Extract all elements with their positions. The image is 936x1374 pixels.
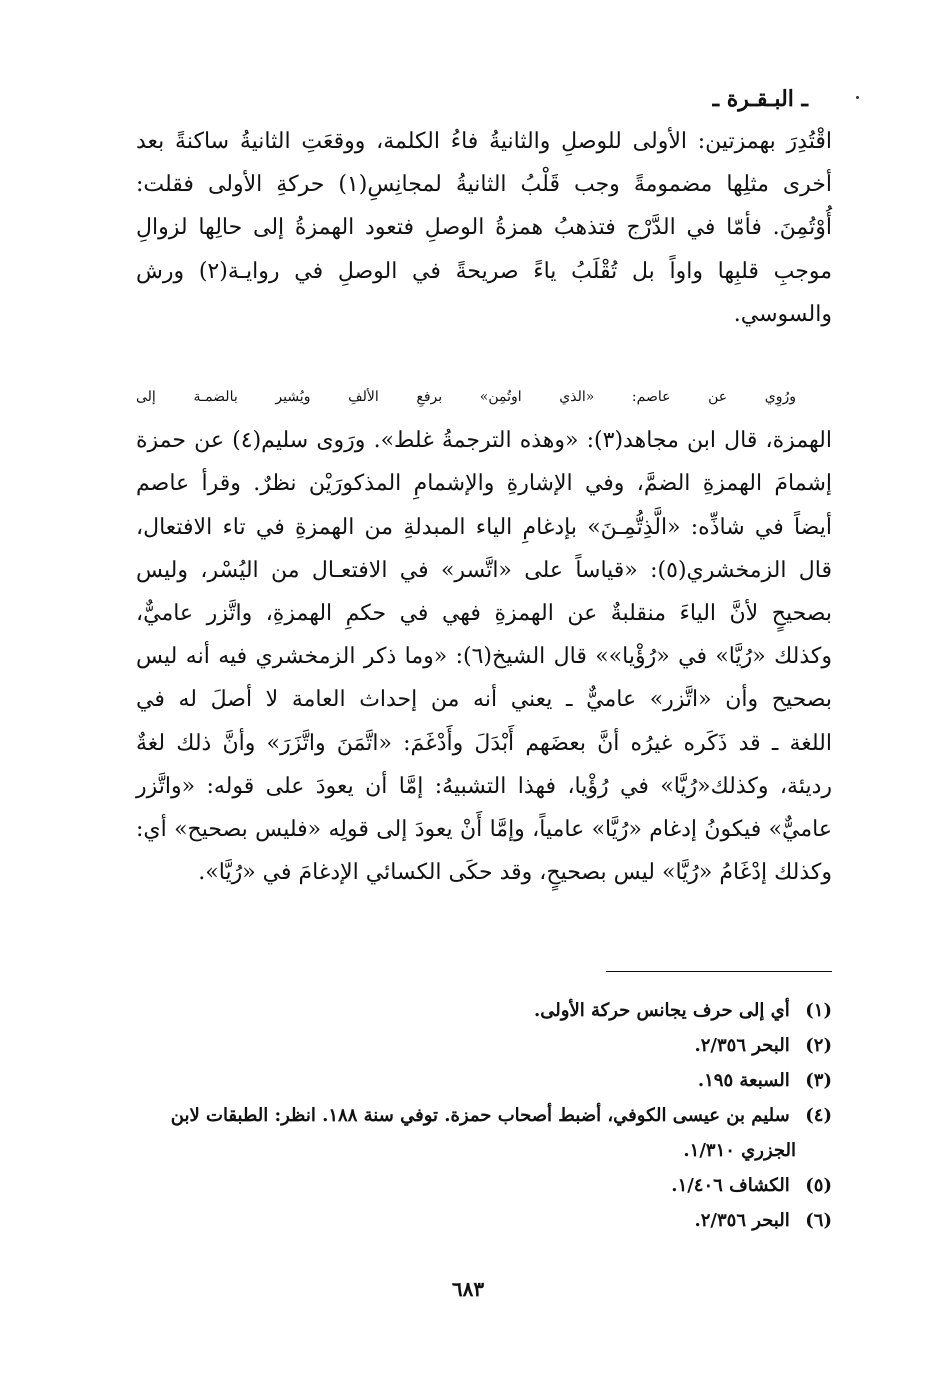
footnote-divider [606,971,832,972]
footnote-text: الكشاف ١/٤٠٦. [671,1175,790,1196]
paragraph-1 [136,120,832,336]
text-line: رديئة، وكذلك«رُيَّا» في رُؤْيا، فهذا التشبيهُ: إمَّا أن يعودَ على قوله: «واتَّزر [136,773,832,799]
footnote-text: أي إلى حرف يجانس حركة الأولى. [534,1000,790,1021]
text-line: قال الزمخشري(٥): «قياساً على «اتَّسر» في الافتعـال من اليُسْر، وليس [136,557,832,583]
text-line: إشمامَ الهمزةِ الضمَّ، وفي الإشارةِ والإشمامِ المذكورَيْن نظرٌ. وقرأ عاصم [136,471,832,497]
footnote-2 [132,1028,832,1063]
footnote-5 [132,1168,832,1203]
text-line: أُوْتُمِنَ. فأمّا في الدَّرْج فتذهبُ همزةُ الوصلِ فتعود الهمزةُ إلى حالِها لزوالِ [136,215,832,241]
footnote-3 [132,1063,832,1098]
footnote-number: (٢) [805,1035,832,1056]
footnote-text: سليم بن عيسى الكوفي، أضبط أصحاب حمزة. توفي سنة ١٨٨. انظر: الطبقات لابن [170,1105,790,1126]
footnote-number: (٤) [805,1105,832,1126]
footnote-1 [132,993,832,1028]
text-line: موجبِ قلبِها واواً بل تُقْلَبُ ياءً صريحةً في الوصلِ في روايـة(٢) ورش [136,258,832,284]
footnote-number: (١) [805,1000,832,1021]
footnote-number: (٣) [805,1070,832,1091]
text-line: ورُوِي عن عاصم: «الذي اوتُمِن» برفعِ الألفِ ويُشير بالضمـة إلى [136,389,796,405]
paragraph-2 [136,376,832,894]
page-number: ٦٨٣ [451,1277,485,1301]
text-line: اللغة ـ قد ذَكَره غيرُه أنَّ بعضَهم أَبْدَلَ وأَدْغَمَ: «اتَّمَنَ واتَّزَرَ» وأنَّ ذلك لغةٌ [136,730,832,756]
footnotes [132,993,832,1238]
text-line: أخرى مثلِها مضمومةً وجب قَلْبُ الثانيةُ لمجانِسِ(١) حركةِ الأولى فقلت: [136,172,832,198]
footnote-6 [132,1203,832,1238]
text-line: وكذلك «رُيَّا» في «رُؤْيا»» قال الشيخ(٦): «وما ذكر الزمخشري فيه أنه ليس [136,644,832,670]
text-line: أيضاً في شاذِّه: «الَّذِتُّمِـنَ» بإدغامِ الياء المبدلةِ من الهمزةِ في تاء الافتعال، [136,514,832,540]
text-line: الهمزة، قال ابن مجاهد(٣): «وهذه الترجمةُ غلط». ورَوى سليم(٤) عن حمزة [136,428,832,454]
footnote-text: البحر ٢/٣٥٦. [694,1210,790,1231]
text-line: عاميٌّ» فيكونُ إدغام «رُيَّا» عامياً، وإمَّا أَنْ يعودَ إلى قولِه «فليس بصحيح» أي: [136,817,832,843]
footnote-text: البحر ٢/٣٥٦. [694,1035,790,1056]
text-line: وكذلك إدْغَامُ «رُيَّا» ليس بصحيحٍ، وقد حكَى الكسائي الإدغامَ في «رُيَّا». [198,860,832,886]
text-line: والسوسي. [733,301,832,327]
footnote-number: (٦) [805,1210,832,1231]
running-title: ـ البـقـرة ـ [712,86,808,112]
footnote-4-continuation: الجزري ١/٣١٠. [683,1140,796,1161]
margin-speck [856,96,859,99]
text-line: بصحيح وأن «اتَّزر» عاميٌّ ـ يعني أنه من إحداث العامة لا أصلَ له في [136,687,832,713]
footnote-text: السبعة ١٩٥. [697,1070,790,1091]
text-line: اقْتُدِرَ بهمزتين: الأولى للوصلِ والثانيةُ فاءُ الكلمة، ووقعَتِ الثانيةُ ساكنةً بعد [136,129,832,154]
footnote-4 [132,1098,832,1133]
text-line: بصحيحٍ لأنَّ الياءَ منقلبةٌ عن الهمزةِ فهي في حكمِ الهمزةِ، واتَّزر عاميٌّ، [136,601,832,627]
footnote-number: (٥) [805,1175,832,1196]
